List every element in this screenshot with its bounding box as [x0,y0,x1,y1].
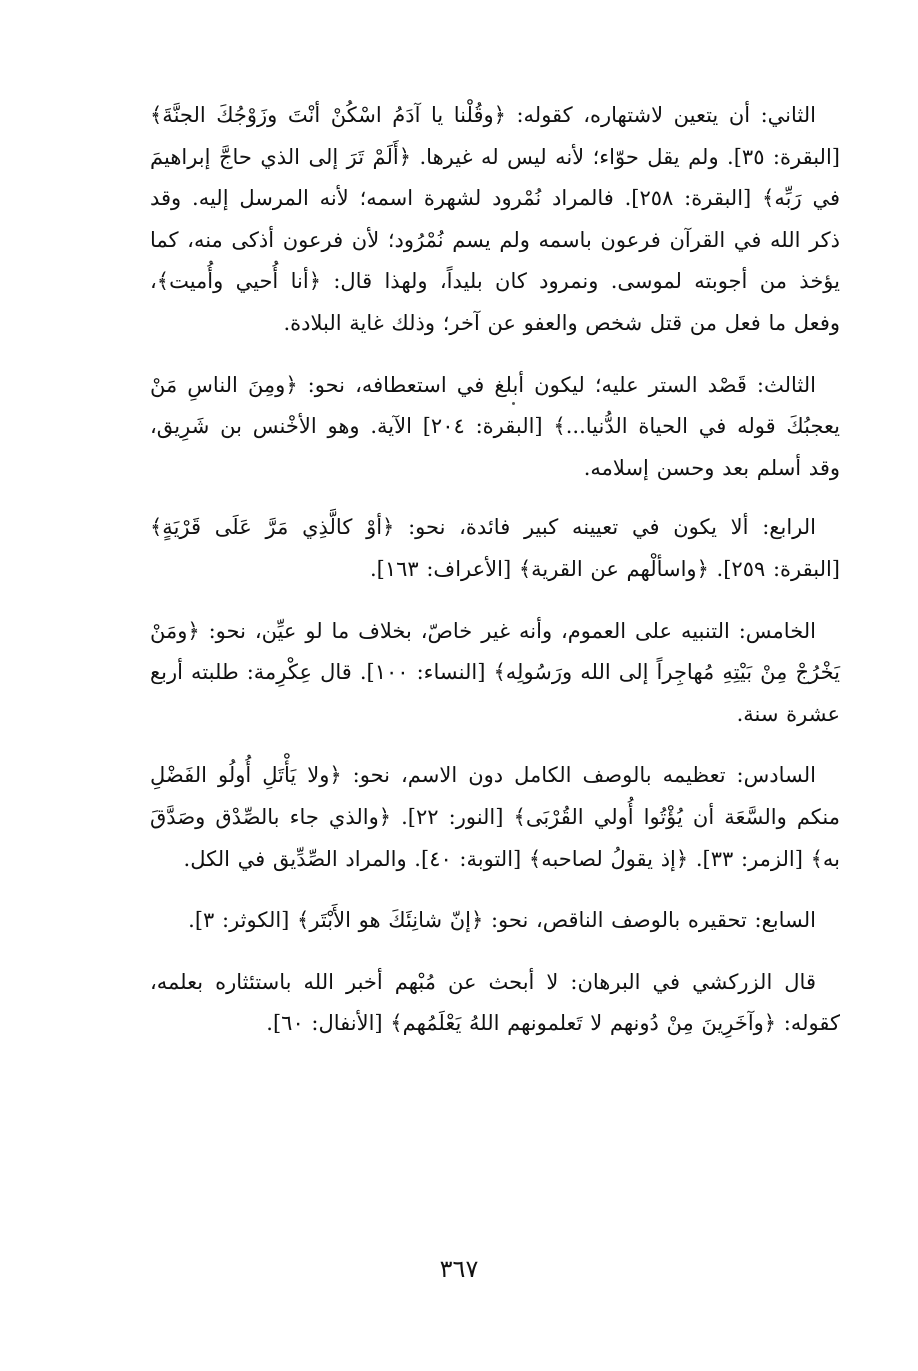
paragraph-sixth: السادس: تعظيمه بالوصف الكامل دون الاسم، نحو: ﴿ولا يَأْتَلِ أُولُو الفَضْلِ منكم والسَّعَة أن يُؤْتُوا أُولي القُرْبَى﴾ [النور: ٢٢]. ﴿والذي جاء بالصِّدْق وصَدَّقَ به﴾ [الزمر: ٣٣]. ﴿إذ يقولُ لصاحبه﴾ [التوبة: ٤٠]. والمراد الصِّدِّيق في الكل. [150,763,840,871]
paragraph-third: الثالث: قَصْد الستر عليه؛ ليكون أبلغ في استعطافه، نحو: ﴿ومِنَ الناسِ مَنْ يعجبُكَ قوله في الحياة الدُّنيا...﴾ [البقرة: ٢٠٤] الآية. وهو الأخْنس بن شَرِيق، وقد أسلم بعد وحسن إسلامه. [150,372,840,480]
paragraph-fifth: الخامس: التنبيه على العموم، وأنه غير خاصّ، بخلاف ما لو عيِّن، نحو: ﴿ومَنْ يَخْرُجْ مِنْ بَيْتِهِ مُهاجِراً إلى الله ورَسُولِه﴾ [النساء: ١٠٠]. قال عِكْرِمة: طلبته أربع عشرة سنة. [150,618,840,726]
paragraph-second: الثاني: أن يتعين لاشتهاره، كقوله: ﴿وقُلْنا يا آدَمُ اسْكُنْ أنْتَ وزَوْجُكَ الجنَّةَ﴾ [البقرة: ٣٥]. ولم يقل حوّاء؛ لأنه ليس له غيرها. ﴿أَلَمْ تَرَ إلى الذي حاجَّ إبراهيمَ في رَبِّه﴾ [البقرة: ٢٥٨]. فالمراد نُمْرود لشهرة اسمه؛ لأنه المرسل إليه. وقد ذكر الله في القرآن فرعون باسمه ولم يسم نُمْرُود؛ لأن فرعون أذكى منه، كما يؤخذ من أجوبته لموسى. ونمرود كان بليداً، ولهذا قال: ﴿أنا أُحيي وأُميت﴾، وفعل ما فعل من قتل شخص والعفو عن آخر؛ وذلك غاية البلادة. [150,103,840,335]
scan-speck [512,402,515,405]
page-number: ٣٦٧ [439,1255,479,1283]
page-body [150,95,840,1045]
paragraph-fourth: الرابع: ألا يكون في تعيينه كبير فائدة، نحو: ﴿أوْ كالَّذِي مَرَّ عَلَى قَرْيَةٍ﴾ [البقرة: ٢٥٩]. ﴿واسألْهم عن القرية﴾ [الأعراف: ١٦٣]. [150,515,840,581]
paragraph-zarkashi-quote: قال الزركشي في البرهان: لا أبحث عن مُبْهم أخبر الله باستئثاره بعلمه، كقوله: ﴿وآخَرِينَ مِنْ دُونهم لا تَعلمونهم اللهُ يَعْلَمُهم﴾ [الأنفال: ٦٠]. [150,969,840,1036]
paragraph-seventh: السابع: تحقيره بالوصف الناقص، نحو: ﴿إنّ شانِئَكَ هو الأَبْتَر﴾ [الكوثر: ٣]. [188,908,816,933]
